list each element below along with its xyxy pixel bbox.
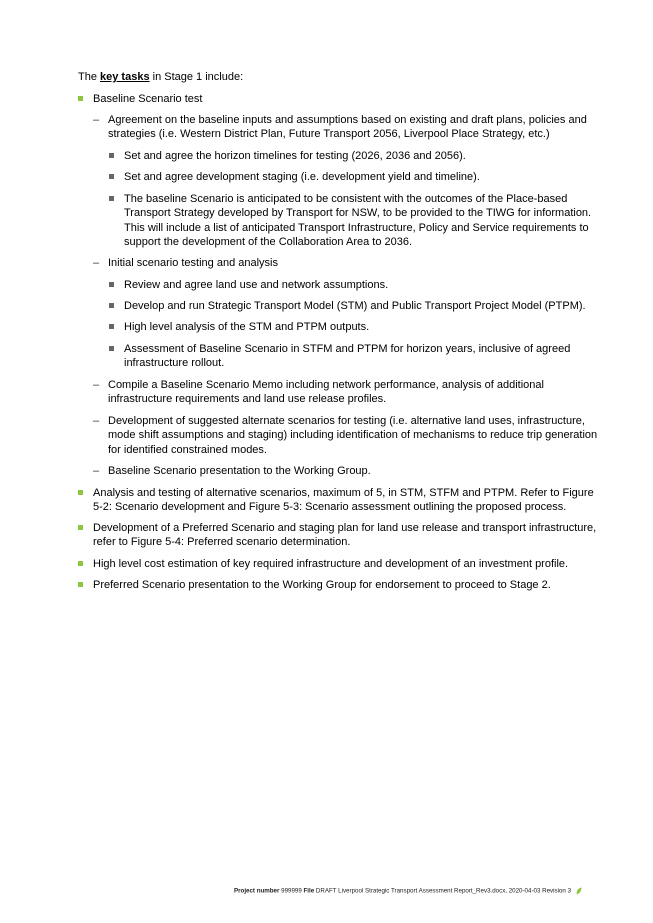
list-item-cost: High level cost estimation of key required infrastructure and development of an investment profile. — [93, 558, 569, 570]
intro-line — [78, 70, 243, 84]
list-item-high-level: High level analysis of the STM and PTPM outputs. — [124, 321, 370, 333]
leaf-icon — [576, 887, 582, 895]
intro-prefix: The — [78, 71, 101, 83]
grey-square-bullet — [109, 324, 114, 329]
page-footer — [234, 887, 582, 896]
green-square-bullet — [78, 96, 83, 101]
list-item-assessment: Assessment of Baseline Scenario in STFM and PTPM for horizon years, inclusive of agreed infrastructure rollout. — [124, 343, 571, 370]
grey-square-bullet — [109, 346, 114, 351]
list-item-baseline-test: Baseline Scenario test — [93, 93, 203, 105]
green-square-bullet — [78, 525, 83, 530]
list-item-review: Review and agree land use and network assumptions. — [124, 279, 389, 291]
green-square-bullet — [78, 582, 83, 587]
list-item-alternate: Development of suggested alternate scenarios for testing (i.e. alternative land uses, infrastructure, mode shift assumptions and staging) including identification of mechanisms to reduce trip generation for identified constrained modes. — [108, 415, 598, 456]
dash-bullet: – — [93, 379, 100, 391]
list-item-preferred: Development of a Preferred Scenario and staging plan for land use release and transport infrastructure, refer to Figure 5-4: Preferred scenario determination. — [93, 522, 597, 549]
list-item-analysis: Analysis and testing of alternative scenarios, maximum of 5, in STM, STFM and PTPM. Refer to Figure 5-2: Scenario development and Figure 5-3: Scenario assessment outlining the proposed process. — [93, 487, 594, 514]
list-item-agreement: Agreement on the baseline inputs and assumptions based on existing and draft plans, policies and strategies (i.e. Western District Plan, Future Transport 2056, Liverpool Place Strategy, etc.) — [108, 114, 587, 141]
grey-square-bullet — [109, 282, 114, 287]
footer-project-value: 999999 — [281, 887, 302, 895]
green-square-bullet — [78, 490, 83, 495]
dash-bullet: – — [93, 257, 100, 269]
footer-file-label: File — [303, 887, 315, 895]
dash-bullet: – — [93, 415, 100, 427]
grey-square-bullet — [109, 303, 114, 308]
intro-keyword: key tasks — [100, 71, 150, 83]
grey-square-bullet — [109, 196, 114, 201]
grey-square-bullet — [109, 153, 114, 158]
list-item-memo: Compile a Baseline Scenario Memo including network performance, analysis of additional infrastructure requirements and land use release profiles. — [108, 379, 544, 406]
footer-project-label: Project number — [234, 887, 280, 895]
list-item-consistent: The baseline Scenario is anticipated to be consistent with the outcomes of the Place-based Transport Strategy developed by Transport for NSW, to be provided to the TIWG for information. This will include a list of anticipated Transport Infrastructure, Policy and Service requirements to support the development of the Collaboration Area to 2036. — [124, 193, 592, 248]
list-item-develop-run: Develop and run Strategic Transport Model (STM) and Public Transport Project Model (PTPM). — [124, 300, 586, 312]
list-item-initial: Initial scenario testing and analysis — [108, 257, 278, 269]
list-item-staging: Set and agree development staging (i.e. development yield and timeline). — [124, 171, 480, 183]
green-square-bullet — [78, 561, 83, 566]
list-item-presentation: Baseline Scenario presentation to the Working Group. — [108, 465, 371, 477]
grey-square-bullet — [109, 174, 114, 179]
dash-bullet: – — [93, 465, 100, 477]
footer-revision: Revision 3 — [542, 887, 572, 895]
dash-bullet: – — [93, 114, 100, 126]
list-item-endorse: Preferred Scenario presentation to the Working Group for endorsement to proceed to Stage 2. — [93, 579, 551, 591]
footer-file-value: DRAFT Liverpool Strategic Transport Assessment Report_Rev3.docx, 2020-04-03 — [315, 887, 541, 895]
list-item-horizon: Set and agree the horizon timelines for testing (2026, 2036 and 2056). — [124, 150, 466, 162]
intro-suffix: in Stage 1 include: — [149, 71, 244, 83]
